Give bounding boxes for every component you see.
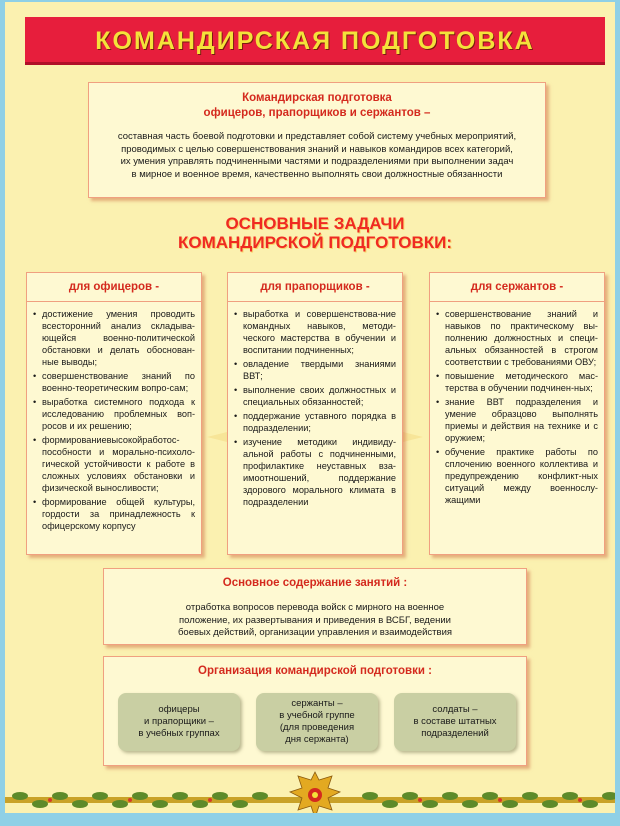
main-content-text [104,602,526,640]
officers-column [26,272,202,555]
main-content-heading: Основное содержание занятий : [222,577,408,589]
list-item: • выполнение своих должностных и специальных обязанностей; [234,384,396,408]
list-item: • совершенствование знаний и навыков по практическому вы-полнению должностных и специ-альных обязанностей в строгом соответствии с требованиями ОВУ; [436,308,598,368]
task-list [430,308,604,506]
definition-box [88,82,546,198]
definition-heading-line2: офицеров, прапорщиков и сержантов – [203,107,431,119]
list-item: • знание ВВТ подразделения и умение образцово выполнять приемы и действия на технике и с оружием; [436,396,598,444]
main-tasks-heading [5,214,620,252]
main-tasks-line1: ОСНОВНЫЕ ЗАДАЧИ [225,214,405,233]
task-list [27,308,201,532]
list-item: • выработка и совершенствова-ние командных навыков, методи-ческого мастерства в обучении и воспитании подчиненных; [234,308,396,356]
list-item: • овладение твердыми знаниями ВВТ; [234,358,396,382]
content-line: боевых действий, организации управления и взаимодействия [177,627,453,638]
list-item: • формированиевысокойработос-пособности и морально-психоло-гической устойчивости к работе в сложных условиях обстановки и физической выносливости; [33,434,195,494]
warrant-officers-column [227,272,403,555]
column-heading: для прапорщиков - [260,281,370,293]
content-line: положение, их развертывания и приведения в ВСБГ, ведении [179,614,451,626]
task-list [228,308,402,508]
divider [228,301,402,302]
divider [27,301,201,302]
sergeants-column [429,272,605,555]
list-item: • достижение умения проводить всесторонний анализ складыва-ющейся военно-политической обстановки и делать обоснован-ные выводы; [33,308,195,368]
main-content-box [103,568,527,645]
list-item: • изучение методики индивиду-альной работы с подчиненными, профилактике неуставных вза-имоотношений, поддержание здорового морального климата в подразделении [234,436,396,508]
page-title: КОМАНДИРСКАЯ ПОДГОТОВКА [95,27,535,55]
bottom-band [5,813,620,826]
list-item: • повышение методического мас-терства в обучении подчинен-ных; [436,370,598,394]
definition-line: составная часть боевой подготовки и представляет собой систему учебных мероприятий, [117,131,517,142]
organization-heading: Организация командирской подготовки : [198,665,432,677]
org-item-officers: офицеры и прапорщики – в учебных группах [118,693,240,751]
divider [430,301,604,302]
list-item: • совершенствование знаний по военно-теоретическим вопро-сам; [33,370,195,394]
title-bar [25,17,605,65]
org-item-sergeants: сержанты – в учебной группе (для проведения дня сержанта) [256,693,378,751]
organization-box [103,656,527,766]
content-line: отработка вопросов перевода войск с мирного на военное [185,602,445,613]
list-item: • выработка системного подхода к исследованию проблемных воп-росов и их решению; [33,396,195,432]
list-item: • формирование общей культуры, гордости за принадлежность к офицерскому корпусу [33,496,195,532]
definition-heading [89,91,545,121]
list-item: • поддержание уставного порядка в подразделении; [234,410,396,434]
definition-heading-line1: Командирская подготовка [242,92,392,104]
definition-line: в мирное и военное время, качественно выполнять свои должностные обязанности [131,168,503,180]
org-item-soldiers: солдаты – в составе штатных подразделений [394,693,516,751]
list-item: • обучение практике работы по сплочению военного коллектива и предупреждению конфликт-ных ситуаций между военнослу-жащими [436,446,598,506]
organization-items [118,693,516,757]
main-tasks-line2: КОМАНДИРСКОЙ ПОДГОТОВКИ: [177,233,453,252]
definition-text [89,131,545,181]
column-heading: для сержантов - [470,281,564,293]
column-heading: для офицеров - [68,281,160,293]
definition-line: проводимых с целью совершенствования знаний и навыков командиров всех категорий, [121,143,513,155]
definition-line: их умения управлять подчиненными частями и подразделениями при выполнении задач [120,156,514,167]
